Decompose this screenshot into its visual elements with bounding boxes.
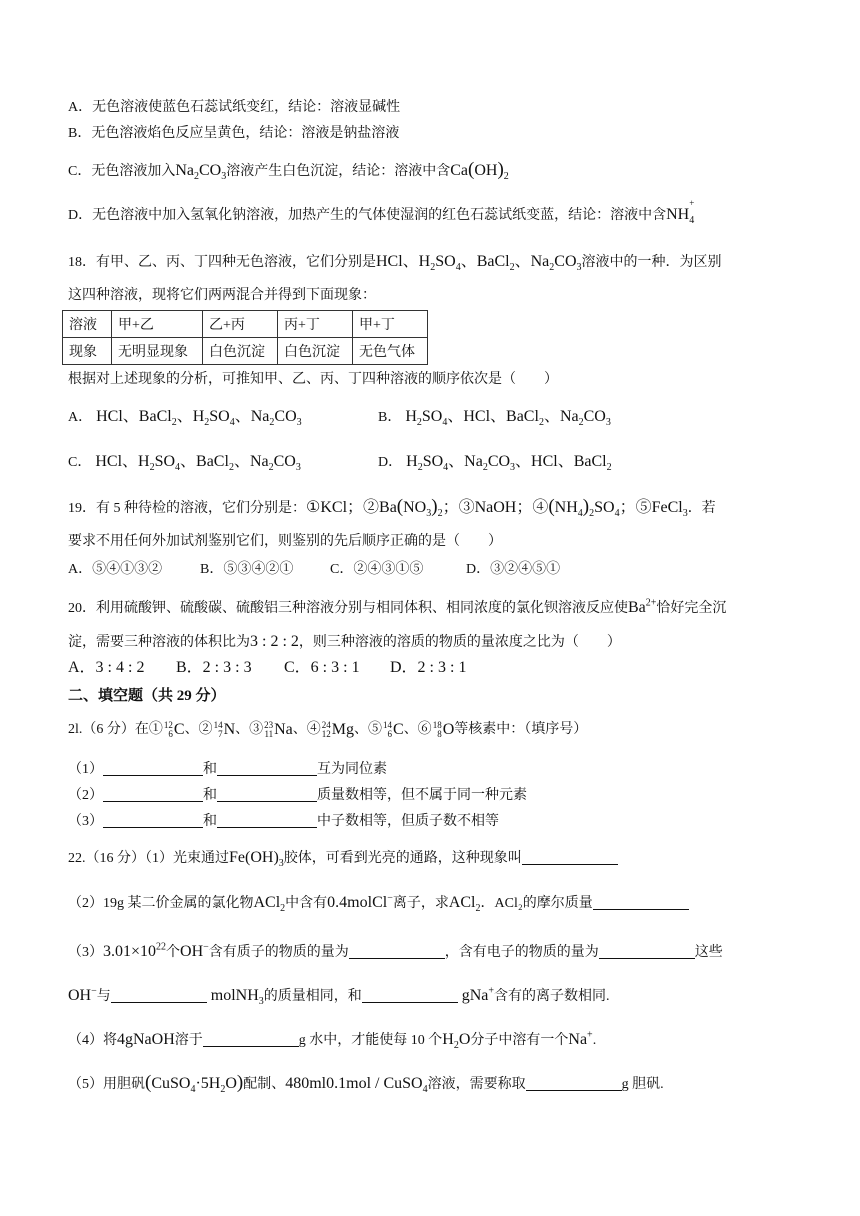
answer-blank[interactable] xyxy=(593,895,689,910)
q20-stem: 20．利用硫酸钾、硫酸碳、硫酸铝三种溶液分别与相同体积、相同浓度的氯化钡溶液反应使$Ba^{2+}$恰好完全沉 xyxy=(68,597,727,616)
table-cell: 现象 xyxy=(63,338,112,365)
q19-stem: 19．有 5 种待检的溶液，它们分别是：①KCl；$②Ba(NO_3)_2$；③NaOH；$④(NH_4)_2SO_4$；⑤FeCl$_3$．若 xyxy=(68,496,716,520)
answer-blank[interactable] xyxy=(362,988,458,1003)
table-cell: 甲+丁 xyxy=(353,311,428,338)
q21-row-1: （1） 和 互为同位素 xyxy=(68,762,387,777)
answer-blank[interactable] xyxy=(203,1032,299,1047)
q21-row-3: （3） 和 中子数相等，但质子数不相等 xyxy=(68,814,499,829)
q20-option-c: C．6 : 3 : 1 xyxy=(284,659,360,676)
q19-stem-line2: 要求不用任何外加试剂鉴别它们，则鉴别的先后顺序正确的是（ ） xyxy=(68,534,502,549)
q19-option-a: A．⑤④①③② xyxy=(68,562,163,577)
answer-blank[interactable] xyxy=(103,761,203,776)
answer-blank[interactable] xyxy=(217,761,317,776)
q17-option-d: D．无色溶液中加入氢氧化钠溶液，加热产生的气体使湿润的红色石蕊试纸变蓝，结论：溶液中含NH $_{+ 4}$ xyxy=(68,198,695,227)
q18-option-c: C． HCl、$H_2SO_4$、BaCl$_2$、$Na_2CO_3$ xyxy=(68,453,301,474)
q22-part-5: （5）用胆矾$(CuSO_4\cdot 5H_2O)$配制、480ml0.1mol / CuSO$_4$溶液，需要称取 g 胆矾. xyxy=(68,1072,664,1096)
q20-stem-line2: 淀，需要三种溶液的体积比为3 : 2 : 2，则三种溶液的溶质的物质的量浓度之比为（ ） xyxy=(68,633,621,650)
table-cell: 丙+丁 xyxy=(278,311,353,338)
q17-option-b: B．无色溶液焰色反应呈黄色，结论：溶液是钠盐溶液 xyxy=(68,126,400,141)
answer-blank[interactable] xyxy=(599,944,695,959)
q17-option-c: C．无色溶液加入$Na_2CO_3$溶液产生白色沉淀，结论：溶液中含$Ca(OH)_2$ xyxy=(68,159,509,183)
answer-blank[interactable] xyxy=(217,787,317,802)
table-cell: 溶液 xyxy=(63,311,112,338)
answer-blank[interactable] xyxy=(349,944,445,959)
q20-option-d: D．2 : 3 : 1 xyxy=(390,659,467,676)
table-cell: 甲+乙 xyxy=(112,311,203,338)
table-cell: 乙+丙 xyxy=(203,311,278,338)
q18-prompt: 根据对上述现象的分析，可推知甲、乙、丙、丁四种溶液的顺序依次是（ ） xyxy=(68,372,558,387)
q17-option-a: A．无色溶液使蓝色石蕊试纸变红，结论：溶液显碱性 xyxy=(68,100,401,115)
table-cell: 白色沉淀 xyxy=(203,338,278,365)
q21-row-2: （2） 和 质量数相等，但不属于同一种元素 xyxy=(68,788,527,803)
table-cell: 无明显现象 xyxy=(112,338,203,365)
q21-stem: 2l.（6 分）在①12 6C、②14 7N、③23 11Na、④24 12Mg、⑤14 6C、⑥18 8O等核素中：（填序号） xyxy=(68,720,588,739)
answer-blank[interactable] xyxy=(103,813,203,828)
section-heading: 二、填空题（共 29 分） xyxy=(68,688,226,704)
q22-part-4: （4）将4gNaOH溶于 g 水中，才能使每 10 个$H_2O$分子中溶有一个Na+. xyxy=(68,1029,597,1052)
q18-stem: 18．有甲、乙、丙、丁四种无色溶液，它们分别是HCl、$H_2SO_4$、BaCl$_2$、$Na_2CO_3$溶液中的一种．为区别 xyxy=(68,253,722,274)
answer-blank[interactable] xyxy=(103,787,203,802)
table-row xyxy=(63,338,428,365)
q18-option-a: A． HCl、BaCl$_2$、$H_2SO_4$、$Na_2CO_3$ xyxy=(68,408,302,429)
table-row xyxy=(63,311,428,338)
answer-blank[interactable] xyxy=(526,1076,622,1091)
q20-option-a: A．3 : 4 : 2 xyxy=(68,659,145,676)
q20-option-b: B．2 : 3 : 3 xyxy=(176,659,252,676)
q18-option-d: D． $H_2SO_4$、$Na_2CO_3$、HCl、BaCl$_2$ xyxy=(378,453,612,474)
q19-option-c: C．②④③①⑤ xyxy=(330,562,424,577)
answer-blank[interactable] xyxy=(217,813,317,828)
table-cell: 无色气体 xyxy=(353,338,428,365)
answer-blank[interactable] xyxy=(522,850,618,865)
q22-part-2: （2）19g 某二价金属的氯化物ACl$_2$中含有0.4molCl−离子，求ACl$_2$．ACl₂的摩尔质量 xyxy=(68,893,800,914)
answer-blank[interactable] xyxy=(111,988,207,1003)
q18-stem-line2: 这四种溶液，现将它们两两混合并得到下面现象： xyxy=(68,288,376,303)
observation-table xyxy=(62,310,428,365)
q18-option-b: B． $H_2SO_4$、HCl、BaCl$_2$、$Na_2CO_3$ xyxy=(378,408,611,429)
q19-option-b: B．⑤③④②① xyxy=(200,562,294,577)
table-cell: 白色沉淀 xyxy=(278,338,353,365)
q22-part-1: 22.（16 分）（1）光束通过$Fe(OH)_3$胶体，可看到光亮的通路，这种现象叫 xyxy=(68,848,800,869)
q19-option-d: D．③②④⑤① xyxy=(466,562,561,577)
q22-part-3: $(3)3.01\times 10^{22}$个OH−含有质子的物质的量为 ，含有电子的物质的量为 这些 xyxy=(68,941,723,960)
q22-part-3-line2: OH−与 molNH$_3$的质量相同，和 gNa+含有的离子数相同. xyxy=(68,985,610,1008)
